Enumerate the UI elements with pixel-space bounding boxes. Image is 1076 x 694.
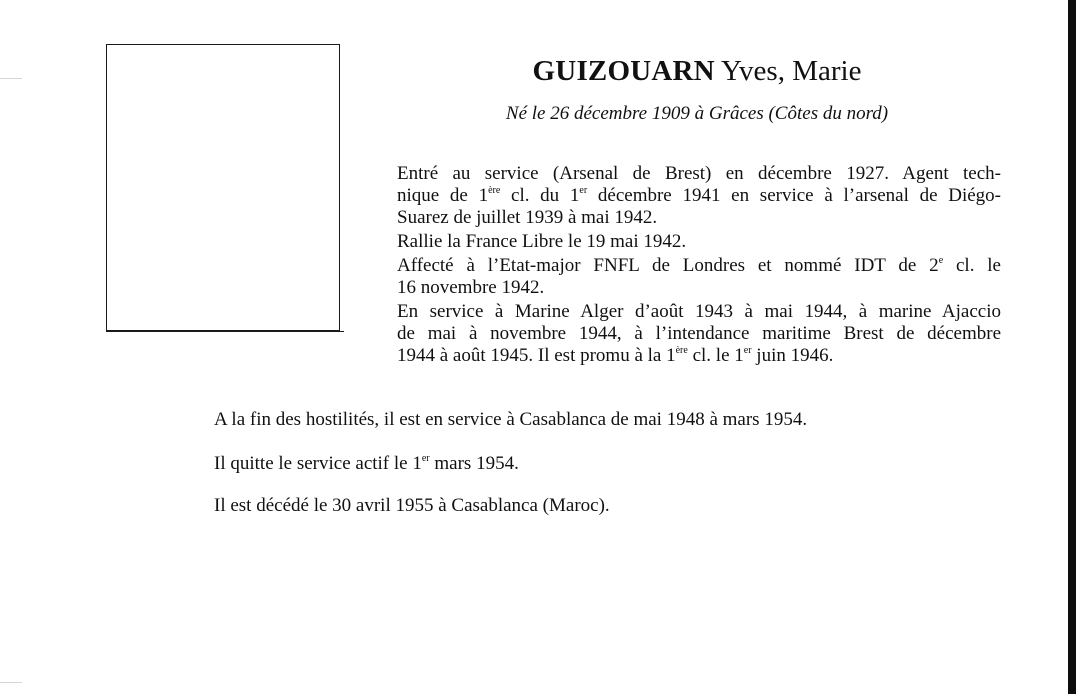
superscript: e <box>938 255 944 266</box>
bio-paragraph-assignment <box>397 255 1001 299</box>
closing-text: mars 1954. <box>429 453 519 474</box>
bio-text: cl. le 1 <box>687 345 744 366</box>
bio-line <box>397 255 1001 277</box>
superscript: er <box>579 185 588 196</box>
photo-placeholder-frame <box>106 44 340 331</box>
superscript: er <box>743 345 752 356</box>
bio-line: 16 novembre 1942. <box>397 277 545 298</box>
given-names: Yves, Marie <box>721 55 862 87</box>
bio-text: Affecté à l’Etat-major FNFL de Londres et nommé IDT de 2 <box>397 255 939 276</box>
closing-text: Il quitte le service actif le 1 <box>214 453 422 474</box>
bio-line: de mai à novembre 1944, à l’intendance maritime Brest de décembre <box>397 323 1001 344</box>
bio-line: Suarez de juillet 1939 à mai 1942. <box>397 207 658 228</box>
biography-block <box>397 163 1001 369</box>
bio-line: Entré au service (Arsenal de Brest) en décembre 1927. Agent tech- <box>397 163 1001 184</box>
frame-underline <box>106 331 344 332</box>
bio-paragraph-postings <box>397 301 1001 367</box>
closing-paragraph-casablanca: A la fin des hostilités, il est en service à Casablanca de mai 1948 à mars 1954. <box>214 409 808 430</box>
scan-right-edge <box>1068 0 1076 694</box>
bio-paragraph-rally <box>397 231 1001 253</box>
bio-paragraph-service <box>397 163 1001 229</box>
bio-line: En service à Marine Alger d’août 1943 à mai 1944, à marine Ajaccio <box>397 301 1001 322</box>
bio-text: nique de 1 <box>397 185 489 206</box>
scan-margin-mark <box>0 78 22 79</box>
closing-paragraph-retirement <box>214 453 994 475</box>
bio-text: décembre 1941 en service à l’arsenal de Diégo- <box>587 185 1001 206</box>
bio-text: juin 1946. <box>751 345 834 366</box>
bio-text: 1944 à août 1945. Il est promu à la 1 <box>397 345 676 366</box>
birth-line: Né le 26 décembre 1909 à Grâces (Côtes du nord) <box>505 103 889 124</box>
bio-line <box>397 185 1001 207</box>
superscript: ère <box>488 185 501 196</box>
superscript: ère <box>675 345 688 356</box>
scan-margin-mark <box>0 682 22 683</box>
bio-text: cl. du 1 <box>500 185 580 206</box>
bio-line <box>397 345 1001 367</box>
superscript: er <box>421 453 430 464</box>
person-name-heading <box>397 52 997 90</box>
surname: GUIZOUARN <box>532 55 715 87</box>
bio-text: cl. le <box>943 255 1001 276</box>
closing-paragraph-death: Il est décédé le 30 avril 1955 à Casablanca (Maroc). <box>214 495 610 516</box>
bio-line: Rallie la France Libre le 19 mai 1942. <box>397 231 687 252</box>
